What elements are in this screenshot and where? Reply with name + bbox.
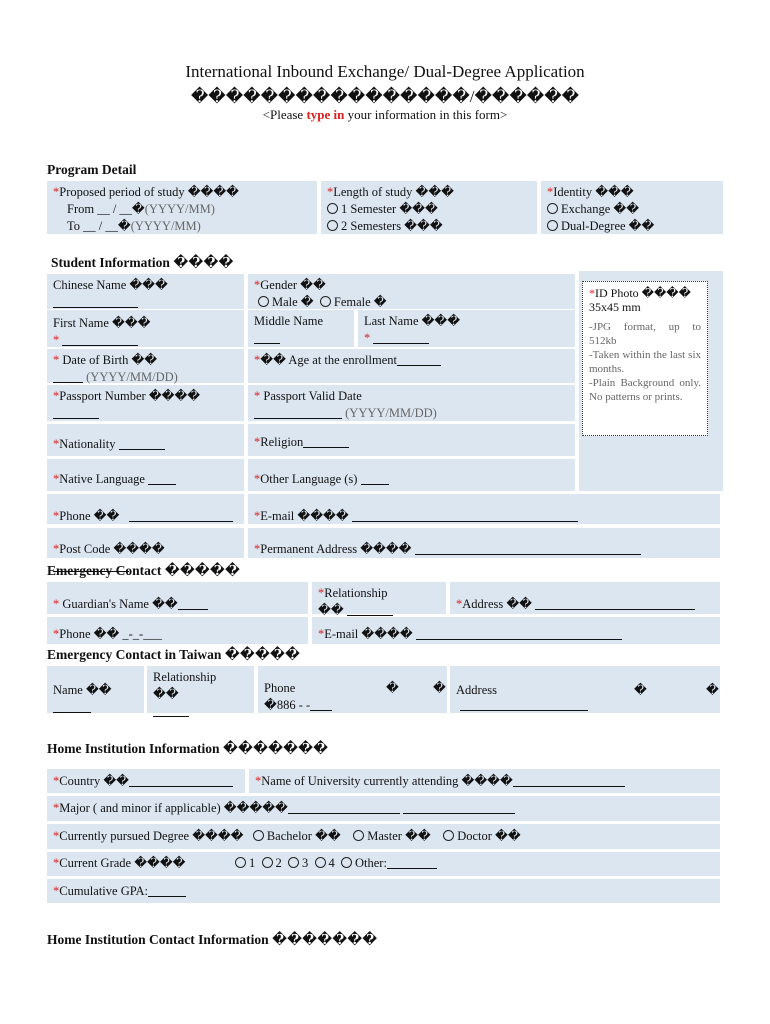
program-detail-heading: Program Detail xyxy=(47,162,137,177)
taiwan-relationship-field[interactable]: Relationship �� xyxy=(147,666,254,713)
nationality-field[interactable]: *Nationality xyxy=(47,424,244,456)
chinese-name-field[interactable]: Chinese Name ��� xyxy=(47,274,244,309)
home-institution-heading: Home Institution Information ������� xyxy=(47,741,329,756)
grade-field[interactable]: *Current Grade ���� 1 2 3 4 Other: xyxy=(47,852,720,876)
gpa-field[interactable]: *Cumulative GPA: xyxy=(47,879,720,903)
male-radio[interactable] xyxy=(258,296,269,307)
passport-number-field[interactable]: *Passport Number ���� xyxy=(47,385,244,421)
id-photo-box[interactable]: *ID Photo ���� 35x45 mm -JPG format, up to 512kb -Taken within the last six months. -Plain Background only. No patterns or prints. xyxy=(582,281,708,436)
master-radio[interactable] xyxy=(353,830,364,841)
taiwan-address-field[interactable]: Address � � xyxy=(450,666,720,713)
native-language-field[interactable]: *Native Language xyxy=(47,459,244,491)
dob-field[interactable]: * Date of Birth �� (YYYY/MM/DD) xyxy=(47,349,244,383)
passport-valid-field[interactable]: * Passport Valid Date (YYYY/MM/DD) xyxy=(248,385,575,421)
taiwan-phone-field[interactable]: Phone � � �886 - - xyxy=(258,666,447,713)
religion-field[interactable]: *Religion xyxy=(248,424,575,456)
major-field[interactable]: *Major ( and minor if applicable) ����� xyxy=(47,796,720,821)
identity-field[interactable]: *Identity ��� Exchange �� Dual-Degree �� xyxy=(541,181,723,234)
degree-field[interactable]: *Currently pursued Degree ���� Bachelor �� Master �� Doctor �� xyxy=(47,824,720,849)
other-language-field[interactable]: *Other Language (s) xyxy=(248,459,575,491)
email-field[interactable]: *E-mail ���� xyxy=(248,494,720,524)
country-field[interactable]: *Country �� xyxy=(47,769,245,793)
middle-name-field[interactable]: Middle Name xyxy=(248,310,354,347)
emergency-contact-heading: Emergency Contact ����� xyxy=(47,563,240,578)
last-name-field[interactable]: Last Name ��� * xyxy=(358,310,575,347)
emergency-email-field[interactable]: *E-mail ���� xyxy=(312,617,720,644)
permanent-address-field[interactable]: *Permanent Address ���� xyxy=(248,528,720,558)
doctor-radio[interactable] xyxy=(443,830,454,841)
relationship-field[interactable]: *Relationship �� xyxy=(312,582,446,614)
home-contact-heading: Home Institution Contact Information ������� xyxy=(47,932,378,947)
bachelor-radio[interactable] xyxy=(253,830,264,841)
length-of-study-field[interactable]: *Length of study ��� 1 Semester ��� 2 Semesters ��� xyxy=(321,181,537,234)
university-field[interactable]: *Name of University currently attending ���� xyxy=(249,769,720,793)
exchange-radio[interactable] xyxy=(547,203,558,214)
female-radio[interactable] xyxy=(320,296,331,307)
dual-degree-radio[interactable] xyxy=(547,220,558,231)
emergency-address-field[interactable]: *Address �� xyxy=(450,582,720,614)
grade1-radio[interactable] xyxy=(235,857,246,868)
semester1-radio[interactable] xyxy=(327,203,338,214)
gender-field[interactable]: *Gender �� Male � Female � xyxy=(248,274,575,309)
form-title-cjk: ����������������/������ xyxy=(190,87,580,106)
taiwan-contact-heading: Emergency Contact in Taiwan ����� xyxy=(47,647,300,662)
grade4-radio[interactable] xyxy=(315,857,326,868)
period-field[interactable]: *Proposed period of study ���� From __ / __�(YYYY/MM) To __ / __�(YYYY/MM) xyxy=(47,181,317,234)
emergency-phone-field[interactable]: *Phone �� _-_-___ xyxy=(47,617,308,644)
form-instruction: <Please type in your information in this form> xyxy=(262,107,508,122)
semester2-radio[interactable] xyxy=(327,220,338,231)
phone-field[interactable]: *Phone �� xyxy=(47,494,244,524)
guardian-name-field[interactable]: * Guardian's Name �� xyxy=(47,582,308,614)
taiwan-name-field[interactable]: Name �� xyxy=(47,666,144,713)
form-title: International Inbound Exchange/ Dual-Degree Application xyxy=(185,62,585,81)
first-name-field[interactable]: First Name ��� * xyxy=(47,310,244,347)
grade2-radio[interactable] xyxy=(262,857,273,868)
student-info-heading: Student Information ���� xyxy=(51,255,234,270)
age-field[interactable]: *�� Age at the enrollment xyxy=(248,349,575,383)
grade-other-radio[interactable] xyxy=(341,857,352,868)
grade3-radio[interactable] xyxy=(288,857,299,868)
post-code-field[interactable]: *Post Code ���� xyxy=(47,528,244,558)
